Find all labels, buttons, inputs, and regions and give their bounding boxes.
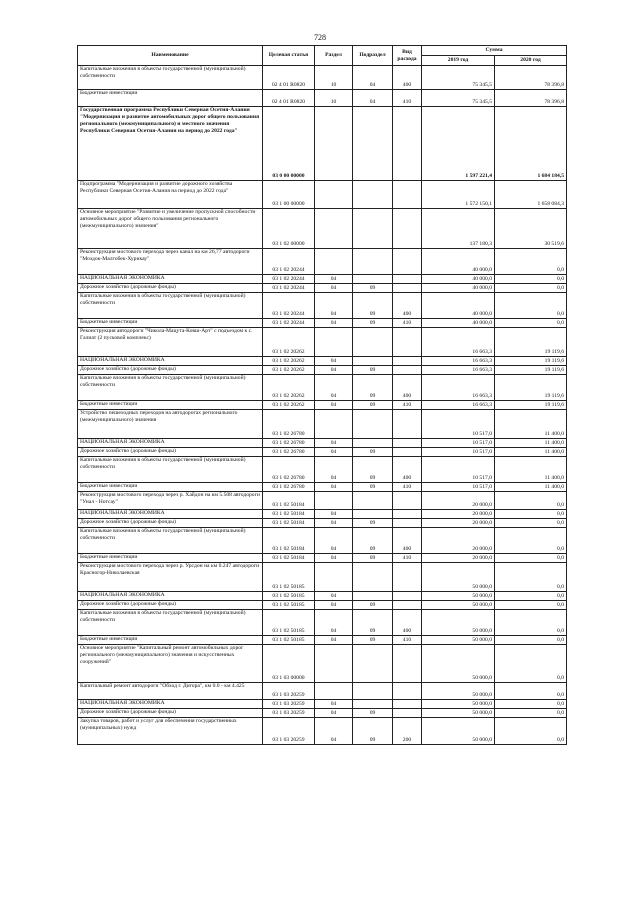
row-target: 03 1 02 26780 — [263, 448, 315, 457]
row-expense-type — [393, 700, 422, 709]
row-value-2020: 0,0 — [495, 528, 567, 554]
row-name: Бюджетные инвестиции — [78, 636, 263, 645]
row-target: 03 1 02 00000 — [263, 209, 315, 249]
row-target: 03 1 02 20262 — [263, 328, 315, 357]
row-subsection: 09 — [353, 554, 393, 563]
table-row — [78, 357, 567, 366]
row-subsection: 09 — [353, 636, 393, 645]
row-value-2019: 50 000,0 — [422, 709, 495, 718]
header-year-2019: 2019 год — [422, 56, 495, 66]
table-row — [78, 510, 567, 519]
table-row — [78, 275, 567, 284]
row-value-2019: 40 000,0 — [422, 249, 495, 275]
row-target: 03 1 02 50184 — [263, 554, 315, 563]
table-row — [78, 319, 567, 328]
row-subsection: 09 — [353, 401, 393, 410]
row-expense-type: 410 — [393, 554, 422, 563]
row-section: 04 — [315, 554, 353, 563]
row-value-2019: 40 000,0 — [422, 319, 495, 328]
row-value-2020: 0,0 — [495, 275, 567, 284]
row-subsection: 09 — [353, 457, 393, 483]
row-subsection: 09 — [353, 375, 393, 401]
row-name: Реконструкция мостового перехода через р. Хайдон на км 5.508 автодороги "Унал - Нотсау" — [78, 492, 263, 510]
table-row — [78, 601, 567, 610]
row-name: Капитальные вложения в объекты государственной (муниципальной) собственности — [78, 610, 263, 636]
row-target: 03 1 02 50184 — [263, 510, 315, 519]
row-section — [315, 683, 353, 700]
table-row — [78, 293, 567, 319]
row-section: 04 — [315, 375, 353, 401]
row-expense-type: 410 — [393, 90, 422, 107]
row-section: 04 — [315, 293, 353, 319]
row-value-2020: 0,0 — [495, 554, 567, 563]
row-value-2020: 11 400,0 — [495, 439, 567, 448]
table-row — [78, 592, 567, 601]
row-value-2019: 50 000,0 — [422, 601, 495, 610]
row-expense-type: 410 — [393, 636, 422, 645]
table-row — [78, 700, 567, 709]
row-name: Бюджетные инвестиции — [78, 554, 263, 563]
row-expense-type — [393, 645, 422, 683]
row-expense-type — [393, 328, 422, 357]
row-expense-type — [393, 448, 422, 457]
row-target: 02 4 01 R0820 — [263, 66, 315, 90]
row-value-2020: 19 119,6 — [495, 328, 567, 357]
row-target: 03 1 03 20259 — [263, 718, 315, 745]
row-value-2020: 11 400,0 — [495, 410, 567, 439]
row-subsection — [353, 181, 393, 209]
row-name: Дорожное хозяйство (дорожные фонды) — [78, 709, 263, 718]
row-section — [315, 492, 353, 510]
row-section: 04 — [315, 528, 353, 554]
row-value-2019: 50 000,0 — [422, 636, 495, 645]
row-name: Бюджетные инвестиции — [78, 483, 263, 492]
row-expense-type — [393, 366, 422, 375]
row-value-2020: 0,0 — [495, 610, 567, 636]
table-row — [78, 563, 567, 592]
row-expense-type — [393, 519, 422, 528]
header-section: Раздел — [315, 46, 353, 66]
row-value-2019: 16 663,3 — [422, 328, 495, 357]
row-section: 10 — [315, 90, 353, 107]
row-target: 03 1 00 00000 — [263, 181, 315, 209]
table-row — [78, 528, 567, 554]
row-target: 03 1 02 50185 — [263, 636, 315, 645]
row-section: 04 — [315, 319, 353, 328]
table-row — [78, 410, 567, 439]
row-subsection — [353, 683, 393, 700]
table-row — [78, 519, 567, 528]
table-row — [78, 457, 567, 483]
budget-table — [77, 45, 567, 745]
row-subsection: 09 — [353, 610, 393, 636]
row-expense-type — [393, 181, 422, 209]
row-name: Дорожное хозяйство (дорожные фонды) — [78, 284, 263, 293]
row-subsection — [353, 645, 393, 683]
row-target: 03 1 02 20262 — [263, 375, 315, 401]
table-row — [78, 645, 567, 683]
row-subsection — [353, 209, 393, 249]
row-target: 03 1 02 20244 — [263, 284, 315, 293]
table-row — [78, 90, 567, 107]
row-subsection: 09 — [353, 448, 393, 457]
row-value-2019: 10 517,0 — [422, 439, 495, 448]
row-value-2019: 16 663,3 — [422, 357, 495, 366]
row-value-2020: 0,0 — [495, 249, 567, 275]
row-subsection — [353, 563, 393, 592]
row-name: Основное мероприятие "Развитие и увеличение пропускной способности автомобильных дорог общего пользования регионального (межмуниципального) значения" — [78, 209, 263, 249]
row-value-2019: 50 000,0 — [422, 563, 495, 592]
row-expense-type — [393, 439, 422, 448]
row-section: 04 — [315, 718, 353, 745]
row-subsection — [353, 249, 393, 275]
row-target: 03 1 02 20262 — [263, 357, 315, 366]
row-value-2019: 40 000,0 — [422, 284, 495, 293]
row-name: Устройство пешеходных переходов на автодорогах регионального (межмуниципального) значения — [78, 410, 263, 439]
header-subsection: Подраздел — [353, 46, 393, 66]
row-value-2019: 16 663,3 — [422, 375, 495, 401]
row-section: 04 — [315, 700, 353, 709]
row-value-2019: 20 000,0 — [422, 492, 495, 510]
row-name: Бюджетные инвестиции — [78, 401, 263, 410]
row-value-2020: 0,0 — [495, 284, 567, 293]
row-section: 04 — [315, 636, 353, 645]
row-target: 03 1 02 26780 — [263, 439, 315, 448]
table-row — [78, 610, 567, 636]
row-section: 04 — [315, 448, 353, 457]
row-value-2020: 0,0 — [495, 293, 567, 319]
row-name: Дорожное хозяйство (дорожные фонды) — [78, 448, 263, 457]
row-expense-type — [393, 410, 422, 439]
row-section — [315, 181, 353, 209]
table-row — [78, 284, 567, 293]
row-expense-type — [393, 683, 422, 700]
row-target: 03 1 03 20259 — [263, 700, 315, 709]
row-section: 04 — [315, 439, 353, 448]
row-subsection: 09 — [353, 293, 393, 319]
row-expense-type — [393, 284, 422, 293]
row-section — [315, 107, 353, 181]
row-name: Бюджетные инвестиции — [78, 319, 263, 328]
row-expense-type — [393, 249, 422, 275]
row-subsection — [353, 107, 393, 181]
table-row — [78, 439, 567, 448]
row-target: 03 1 03 20259 — [263, 709, 315, 718]
table-row — [78, 375, 567, 401]
row-expense-type: 400 — [393, 66, 422, 90]
row-value-2019: 20 000,0 — [422, 519, 495, 528]
row-expense-type: 400 — [393, 375, 422, 401]
row-section: 10 — [315, 66, 353, 90]
row-expense-type — [393, 107, 422, 181]
table-row — [78, 683, 567, 700]
row-value-2019: 1 572 150,1 — [422, 181, 495, 209]
row-name: НАЦИОНАЛЬНАЯ ЭКОНОМИКА — [78, 357, 263, 366]
row-target: 03 1 02 50184 — [263, 519, 315, 528]
row-name: Капитальные вложения в объекты государственной (муниципальной) собственности — [78, 457, 263, 483]
row-target: 03 1 02 50185 — [263, 601, 315, 610]
row-section: 04 — [315, 510, 353, 519]
row-value-2019: 10 517,0 — [422, 410, 495, 439]
table-row — [78, 448, 567, 457]
row-expense-type: 400 — [393, 610, 422, 636]
row-name: НАЦИОНАЛЬНАЯ ЭКОНОМИКА — [78, 275, 263, 284]
row-expense-type: 410 — [393, 319, 422, 328]
table-row — [78, 718, 567, 745]
row-section: 04 — [315, 519, 353, 528]
row-expense-type — [393, 357, 422, 366]
table-row — [78, 249, 567, 275]
table-row — [78, 492, 567, 510]
row-name: Капитальные вложения в объекты государственной (муниципальной) собственности — [78, 528, 263, 554]
row-value-2020: 19 119,6 — [495, 366, 567, 375]
row-value-2019: 16 663,3 — [422, 401, 495, 410]
row-name: НАЦИОНАЛЬНАЯ ЭКОНОМИКА — [78, 510, 263, 519]
row-value-2020: 0,0 — [495, 645, 567, 683]
table-row — [78, 554, 567, 563]
row-subsection — [353, 700, 393, 709]
row-value-2020: 11 400,0 — [495, 448, 567, 457]
row-expense-type: 400 — [393, 528, 422, 554]
row-value-2019: 75 345,5 — [422, 90, 495, 107]
row-subsection: 09 — [353, 709, 393, 718]
row-section: 04 — [315, 601, 353, 610]
table-row — [78, 181, 567, 209]
row-section: 04 — [315, 284, 353, 293]
row-value-2019: 10 517,0 — [422, 457, 495, 483]
row-name: Капитальный ремонт автодороги "Обход г. Дигора", км 0.0 - км 4.425 — [78, 683, 263, 700]
row-name: Дорожное хозяйство (дорожные фонды) — [78, 366, 263, 375]
row-expense-type — [393, 492, 422, 510]
row-subsection: 09 — [353, 718, 393, 745]
row-subsection — [353, 510, 393, 519]
row-target: 03 1 02 20244 — [263, 319, 315, 328]
row-value-2020: 0,0 — [495, 563, 567, 592]
row-subsection — [353, 492, 393, 510]
row-name: НАЦИОНАЛЬНАЯ ЭКОНОМИКА — [78, 700, 263, 709]
table-row — [78, 328, 567, 357]
row-value-2019: 50 000,0 — [422, 700, 495, 709]
row-value-2019: 75 345,5 — [422, 66, 495, 90]
row-value-2019: 50 000,0 — [422, 683, 495, 700]
row-target: 03 1 02 20262 — [263, 401, 315, 410]
row-section: 04 — [315, 592, 353, 601]
row-value-2020: 0,0 — [495, 492, 567, 510]
row-value-2020: 0,0 — [495, 636, 567, 645]
row-name: НАЦИОНАЛЬНАЯ ЭКОНОМИКА — [78, 439, 263, 448]
row-value-2020: 19 119,6 — [495, 357, 567, 366]
row-value-2020: 11 400,0 — [495, 457, 567, 483]
row-name: Дорожное хозяйство (дорожные фонды) — [78, 519, 263, 528]
row-section: 04 — [315, 483, 353, 492]
table-body — [78, 66, 567, 745]
table-row — [78, 209, 567, 249]
row-target: 03 1 03 00000 — [263, 645, 315, 683]
row-value-2020: 19 119,6 — [495, 401, 567, 410]
header-year-2020: 2020 год — [495, 56, 567, 66]
row-expense-type: 410 — [393, 483, 422, 492]
row-name: Подпрограмма "Модернизация и развитие дорожного хозяйства Республики Северная Осетия-Алания на период до 2022 года" — [78, 181, 263, 209]
row-subsection: 09 — [353, 319, 393, 328]
row-subsection: 04 — [353, 66, 393, 90]
table-row — [78, 709, 567, 718]
row-section: 04 — [315, 709, 353, 718]
row-section — [315, 249, 353, 275]
row-subsection — [353, 275, 393, 284]
row-expense-type — [393, 709, 422, 718]
row-value-2020: 1 684 184,5 — [495, 107, 567, 181]
header-target: Целевая статья — [263, 46, 315, 66]
row-value-2020: 0,0 — [495, 683, 567, 700]
row-value-2020: 11 400,0 — [495, 483, 567, 492]
row-target: 03 1 02 26780 — [263, 483, 315, 492]
row-expense-type: 200 — [393, 718, 422, 745]
header-name: Наименование — [78, 46, 263, 66]
page-number: 728 — [314, 33, 326, 42]
row-value-2020: 0,0 — [495, 700, 567, 709]
row-value-2020: 0,0 — [495, 519, 567, 528]
header-sum: Сумма — [422, 46, 567, 56]
row-value-2020: 30 519,6 — [495, 209, 567, 249]
row-target: 03 1 02 50184 — [263, 528, 315, 554]
row-value-2020: 0,0 — [495, 510, 567, 519]
row-subsection — [353, 328, 393, 357]
row-value-2020: 0,0 — [495, 592, 567, 601]
row-section — [315, 563, 353, 592]
row-name: Государственная программа Республики Северная Осетия-Алания "Модернизация и развитие автомобильных дорог общего пользования регионального (межмуниципального) и местного значения Республики Северная Осетия-Алания на период до 2022 года" — [78, 107, 263, 181]
row-target: 03 0 00 00000 — [263, 107, 315, 181]
row-expense-type: 400 — [393, 293, 422, 319]
row-value-2019: 20 000,0 — [422, 554, 495, 563]
row-expense-type — [393, 510, 422, 519]
row-subsection — [353, 410, 393, 439]
row-expense-type — [393, 563, 422, 592]
row-subsection: 09 — [353, 483, 393, 492]
row-target: 03 1 02 50184 — [263, 492, 315, 510]
row-value-2019: 10 517,0 — [422, 483, 495, 492]
row-subsection: 04 — [353, 90, 393, 107]
row-name: Реконструкция мостового перехода через р. Урсдон на км 0.247 автодороги Красногор-Николаевская — [78, 563, 263, 592]
row-target: 03 1 02 20262 — [263, 366, 315, 375]
row-section — [315, 410, 353, 439]
row-target: 03 1 02 50185 — [263, 563, 315, 592]
row-name: Капитальные вложения в объекты государственной (муниципальной) собственности — [78, 66, 263, 90]
row-target: 03 1 02 20244 — [263, 275, 315, 284]
row-target: 02 4 01 R0820 — [263, 90, 315, 107]
row-expense-type — [393, 592, 422, 601]
table-row — [78, 636, 567, 645]
row-target: 03 1 02 50185 — [263, 592, 315, 601]
row-name: Дорожное хозяйство (дорожные фонды) — [78, 601, 263, 610]
row-expense-type — [393, 275, 422, 284]
row-value-2020: 19 119,6 — [495, 375, 567, 401]
row-value-2019: 40 000,0 — [422, 293, 495, 319]
row-name: Основное мероприятие "Капитальный ремонт автомобильных дорог регионального (межмуниципального) значения и искусственных сооружений" — [78, 645, 263, 683]
row-subsection: 09 — [353, 601, 393, 610]
row-subsection: 09 — [353, 519, 393, 528]
row-name: НАЦИОНАЛЬНАЯ ЭКОНОМИКА — [78, 592, 263, 601]
row-subsection: 09 — [353, 366, 393, 375]
row-name: Закупка товаров, работ и услуг для обеспечения государственных (муниципальных) нужд — [78, 718, 263, 745]
row-value-2019: 40 000,0 — [422, 275, 495, 284]
row-value-2019: 50 000,0 — [422, 592, 495, 601]
row-subsection — [353, 439, 393, 448]
table-row — [78, 66, 567, 90]
row-name: Капитальные вложения в объекты государственной (муниципальной) собственности — [78, 375, 263, 401]
row-value-2020: 0,0 — [495, 601, 567, 610]
row-subsection: 09 — [353, 284, 393, 293]
row-value-2019: 10 517,0 — [422, 448, 495, 457]
row-section: 04 — [315, 457, 353, 483]
row-section: 04 — [315, 275, 353, 284]
row-value-2020: 0,0 — [495, 718, 567, 745]
row-name: Реконструкция автодороги "Чикола-Мацута-Ковш-Арт" с подъездом к с. Галиат (2 пусковой комплекс) — [78, 328, 263, 357]
row-value-2020: 0,0 — [495, 319, 567, 328]
row-value-2020: 78 396,8 — [495, 90, 567, 107]
row-subsection: 09 — [353, 528, 393, 554]
row-target: 03 1 02 26780 — [263, 410, 315, 439]
row-expense-type — [393, 601, 422, 610]
row-value-2019: 16 663,3 — [422, 366, 495, 375]
row-expense-type — [393, 209, 422, 249]
table-row — [78, 366, 567, 375]
row-section: 04 — [315, 610, 353, 636]
row-section: 04 — [315, 357, 353, 366]
row-expense-type: 410 — [393, 401, 422, 410]
row-value-2020: 78 396,8 — [495, 66, 567, 90]
row-value-2019: 1 597 221,4 — [422, 107, 495, 181]
table-row — [78, 107, 567, 181]
row-section — [315, 645, 353, 683]
row-value-2019: 20 000,0 — [422, 528, 495, 554]
row-section: 04 — [315, 366, 353, 375]
row-name: Капитальные вложения в объекты государственной (муниципальной) собственности — [78, 293, 263, 319]
row-value-2020: 0,0 — [495, 709, 567, 718]
row-target: 03 1 02 20244 — [263, 293, 315, 319]
header-expense-type: Вид расхода — [393, 46, 422, 66]
row-value-2019: 50 000,0 — [422, 718, 495, 745]
row-subsection — [353, 357, 393, 366]
row-value-2019: 50 000,0 — [422, 645, 495, 683]
row-value-2019: 137 180,3 — [422, 209, 495, 249]
row-name: Бюджетные инвестиции — [78, 90, 263, 107]
row-target: 03 1 03 20259 — [263, 683, 315, 700]
row-target: 03 1 02 26780 — [263, 457, 315, 483]
row-section — [315, 209, 353, 249]
row-expense-type: 400 — [393, 457, 422, 483]
row-target: 03 1 02 20244 — [263, 249, 315, 275]
row-value-2019: 20 000,0 — [422, 510, 495, 519]
row-target: 03 1 02 50185 — [263, 610, 315, 636]
row-section — [315, 328, 353, 357]
table-row — [78, 483, 567, 492]
row-value-2020: 1 658 084,3 — [495, 181, 567, 209]
row-section: 04 — [315, 401, 353, 410]
row-name: Реконструкция мостового перехода через канал на км 26,77 автодороги "Моздок-Малгобек-Хурикау" — [78, 249, 263, 275]
table-row — [78, 401, 567, 410]
row-subsection — [353, 592, 393, 601]
row-value-2019: 50 000,0 — [422, 610, 495, 636]
